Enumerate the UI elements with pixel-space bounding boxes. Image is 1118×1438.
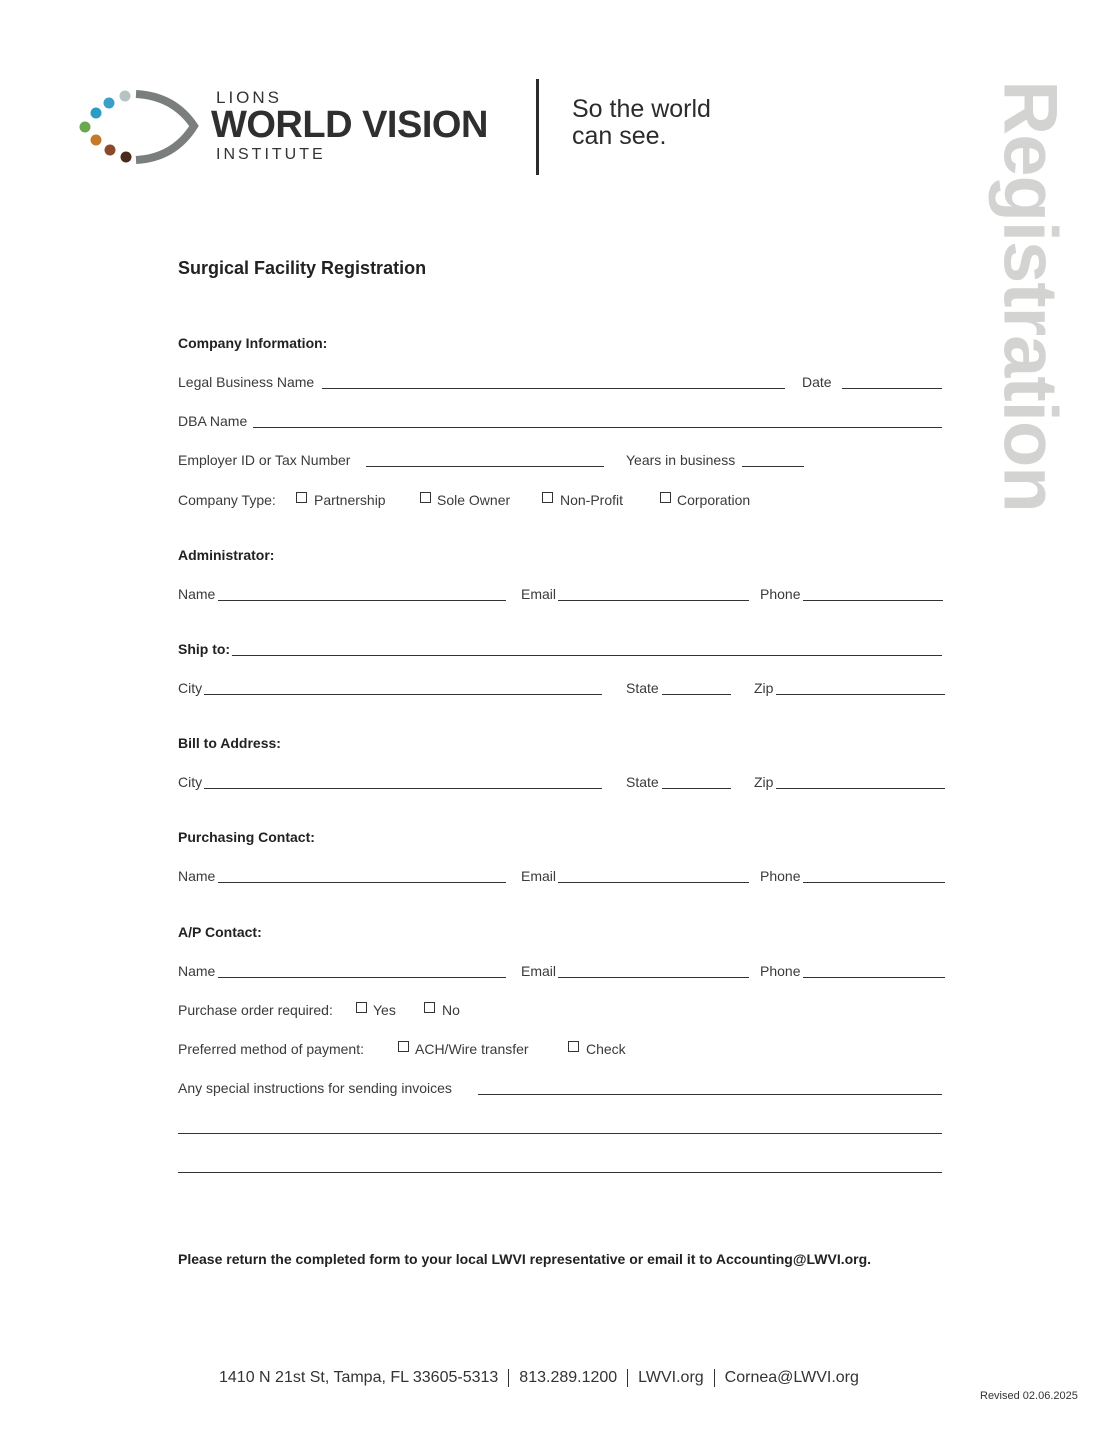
ach-label: ACH/Wire transfer — [415, 1041, 529, 1057]
footer-website[interactable]: LWVI.org — [638, 1369, 704, 1387]
section-heading-ap: A/P Contact: — [178, 924, 262, 940]
bill-zip-field[interactable] — [776, 788, 945, 789]
ship-city-field[interactable] — [204, 694, 602, 695]
section-heading-administrator: Administrator: — [178, 547, 275, 563]
check-checkbox[interactable] — [568, 1041, 579, 1052]
partnership-label: Partnership — [314, 492, 386, 508]
purchasing-phone-label: Phone — [760, 868, 801, 884]
logo-dot — [91, 108, 102, 119]
date-field[interactable] — [842, 388, 942, 389]
purchasing-name-field[interactable] — [218, 882, 506, 883]
corporation-checkbox[interactable] — [660, 492, 671, 503]
admin-name-label: Name — [178, 586, 216, 602]
side-title: Registration — [987, 80, 1073, 512]
form-title: Surgical Facility Registration — [178, 258, 427, 278]
logo-dot — [91, 135, 102, 146]
logo-dot — [121, 152, 132, 163]
ship-to-address-field[interactable] — [232, 655, 942, 656]
return-instructions: Please return the completed form to your local LWVI representative or email it to Accounting@LWVI.org. — [178, 1251, 872, 1267]
ap-name-field[interactable] — [218, 977, 506, 978]
payment-method-label: Preferred method of payment: — [178, 1041, 364, 1057]
ap-phone-field[interactable] — [803, 977, 945, 978]
ap-email-field[interactable] — [558, 977, 749, 978]
logo-mark — [74, 86, 204, 168]
years-label: Years in business — [626, 452, 736, 468]
sole-owner-checkbox[interactable] — [420, 492, 431, 503]
purchasing-email-field[interactable] — [558, 882, 749, 883]
purchasing-email-label: Email — [521, 868, 557, 884]
footer-contact — [219, 1369, 859, 1387]
years-field[interactable] — [742, 466, 804, 467]
ap-phone-label: Phone — [760, 963, 801, 979]
tagline-line-2: can see. — [572, 122, 667, 150]
bill-state-label: State — [626, 774, 659, 790]
footer-divider — [508, 1369, 509, 1387]
ship-state-label: State — [626, 680, 659, 696]
po-no-label: No — [442, 1002, 460, 1018]
admin-name-field[interactable] — [218, 600, 506, 601]
check-label: Check — [586, 1041, 626, 1057]
ein-label: Employer ID or Tax Number — [178, 452, 351, 468]
tagline — [572, 96, 772, 150]
special-instructions-field-line-3[interactable] — [178, 1172, 942, 1173]
po-yes-checkbox[interactable] — [356, 1002, 367, 1013]
partnership-checkbox[interactable] — [296, 492, 307, 503]
logo-world-vision-text: WORLD VISION — [211, 104, 488, 146]
ach-checkbox[interactable] — [398, 1041, 409, 1052]
bill-state-field[interactable] — [662, 788, 731, 789]
date-label: Date — [802, 374, 832, 390]
admin-phone-label: Phone — [760, 586, 801, 602]
section-heading-purchasing: Purchasing Contact: — [178, 829, 315, 845]
non-profit-checkbox[interactable] — [542, 492, 553, 503]
logo-dot — [105, 145, 116, 156]
footer-email[interactable]: Cornea@LWVI.org — [724, 1369, 859, 1387]
dba-field[interactable] — [253, 427, 942, 428]
dba-label: DBA Name — [178, 413, 248, 429]
footer-address: 1410 N 21st St, Tampa, FL 33605-5313 — [219, 1369, 499, 1387]
company-type-label: Company Type: — [178, 492, 276, 508]
ap-name-label: Name — [178, 963, 216, 979]
footer-divider — [714, 1369, 715, 1387]
revision-date: Revised 02.06.2025 — [980, 1390, 1078, 1402]
section-heading-company: Company Information: — [178, 335, 328, 351]
po-required-label: Purchase order required: — [178, 1002, 333, 1018]
bill-city-label: City — [178, 774, 203, 790]
special-instructions-label: Any special instructions for sending invoices — [178, 1080, 452, 1096]
header-divider — [536, 79, 539, 175]
corporation-label: Corporation — [677, 492, 751, 508]
purchasing-phone-field[interactable] — [803, 882, 945, 883]
logo-lions-text: LIONS — [216, 88, 283, 107]
tagline-line-1: So the world — [572, 95, 711, 123]
logo-dot — [104, 98, 115, 109]
legal-name-field[interactable] — [322, 388, 785, 389]
logo-dot — [80, 122, 91, 133]
non-profit-label: Non-Profit — [560, 492, 624, 508]
bill-city-field[interactable] — [204, 788, 602, 789]
logo-eye-arc — [136, 94, 194, 160]
section-heading-bill-to: Bill to Address: — [178, 735, 281, 751]
special-instructions-field-line-2[interactable] — [178, 1133, 942, 1134]
ship-state-field[interactable] — [662, 694, 731, 695]
logo-dot — [120, 91, 131, 102]
ship-city-label: City — [178, 680, 203, 696]
logo-institute-text: INSTITUTE — [216, 146, 326, 163]
po-no-checkbox[interactable] — [424, 1002, 435, 1013]
admin-email-field[interactable] — [558, 600, 749, 601]
section-heading-ship-to: Ship to: — [178, 641, 231, 657]
admin-phone-field[interactable] — [803, 600, 943, 601]
special-instructions-field-line-1[interactable] — [478, 1094, 942, 1095]
footer-phone: 813.289.1200 — [519, 1369, 618, 1387]
footer-divider — [627, 1369, 628, 1387]
sole-owner-label: Sole Owner — [437, 492, 511, 508]
purchasing-name-label: Name — [178, 868, 216, 884]
ap-email-label: Email — [521, 963, 557, 979]
ship-zip-label: Zip — [754, 680, 774, 696]
ship-zip-field[interactable] — [776, 694, 945, 695]
po-yes-label: Yes — [373, 1002, 396, 1018]
ein-field[interactable] — [366, 466, 604, 467]
legal-name-label: Legal Business Name — [178, 374, 315, 390]
bill-zip-label: Zip — [754, 774, 774, 790]
admin-email-label: Email — [521, 586, 557, 602]
